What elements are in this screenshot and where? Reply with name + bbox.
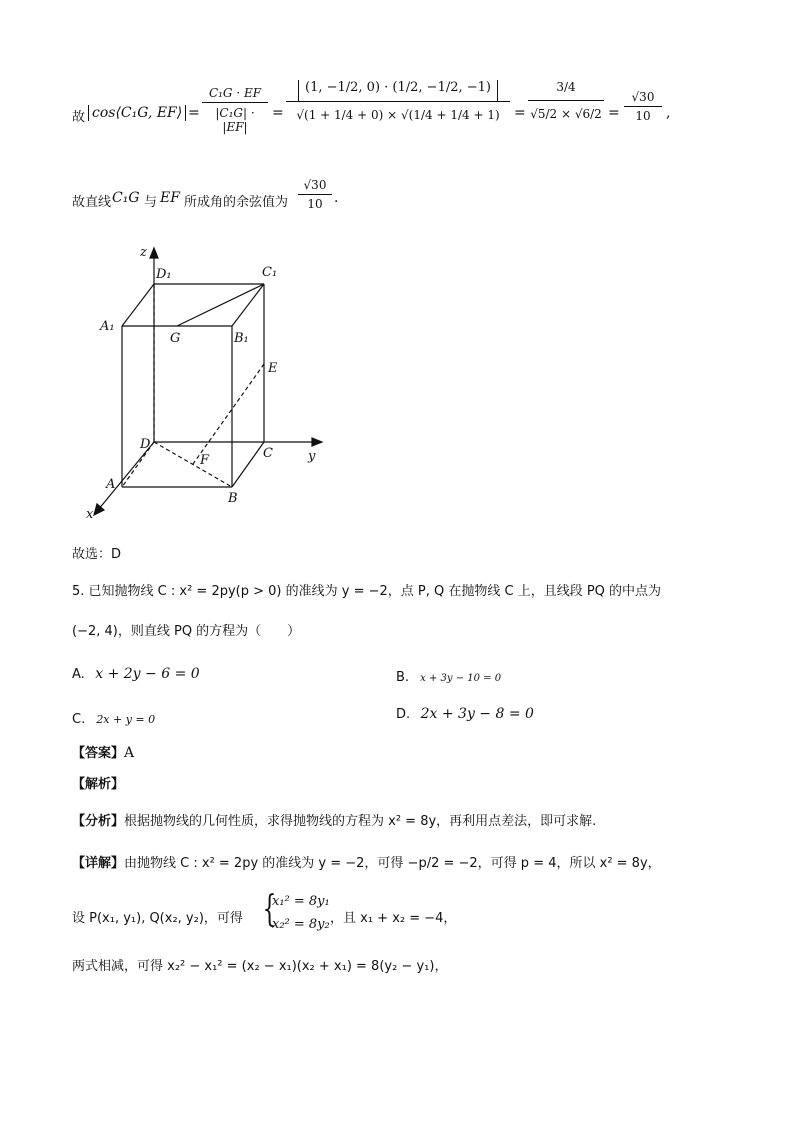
gu-char: 故 [72, 110, 86, 125]
analysis-tag: 【解析】 [72, 777, 125, 792]
conclusion-period: . [334, 190, 339, 206]
eq-sign-4: = [608, 105, 620, 121]
label-C1: C₁ [262, 265, 278, 280]
option-d-text: 2x + 3y − 8 = 0 [420, 706, 534, 722]
system-line [72, 890, 572, 940]
label-D1: D₁ [156, 267, 172, 282]
label-B: B [228, 491, 238, 506]
xiangjie-tag: 【详解】 [72, 856, 125, 871]
label-y: y [308, 449, 316, 464]
answer-tag: 【答案】 [72, 746, 125, 761]
conclusion-text-pre: 故直线 [72, 195, 112, 210]
cos-expression: cos⟨C₁G, EF⟩ [88, 105, 186, 121]
segment-ef [193, 364, 264, 464]
q5-stem-line1: 5. 已知抛物线 C : x² = 2py(p > 0) 的准线为 y = −2，点 P, Q 在抛物线 C 上，且线段 PQ 的中点为 [72, 584, 662, 599]
answer-value: A [124, 745, 135, 761]
x-axis-arrow [94, 504, 104, 515]
label-F: F [200, 453, 210, 468]
label-G: G [170, 331, 181, 346]
set-pre: 设 P(x₁, y₁), Q(x₂, y₂)，可得 [72, 911, 243, 926]
fenxi-line [72, 814, 596, 828]
option-c-text: 2x + y = 0 [96, 713, 156, 726]
q5-option-b[interactable] [396, 666, 501, 685]
label-C: C [263, 446, 273, 461]
fraction-simplified-numerator: 3/4 [556, 80, 576, 94]
fraction-simplified [528, 80, 604, 121]
q5-option-c[interactable] [72, 708, 155, 727]
conclusion-var2: EF [160, 190, 180, 206]
segment-c1g [177, 284, 264, 326]
label-A: A [106, 477, 116, 492]
set-post: ，且 x₁ + x₂ = −4， [330, 911, 457, 926]
system-eq-1: x₁² = 8y₁ [272, 894, 330, 909]
fraction-result-numerator: √30 [631, 90, 655, 104]
option-d-label: D. [396, 707, 411, 722]
fraction-coords-denominator: √(1 + 1/4 + 0) × √(1/4 + 1/4 + 1) [296, 108, 500, 122]
x-axis [98, 442, 154, 510]
option-b-text: x + 3y − 10 = 0 [420, 673, 502, 684]
fraction-vectors [202, 86, 268, 134]
option-a-label: A. [72, 667, 85, 682]
xiangjie-text: 由抛物线 C : x² = 2py 的准线为 y = −2，可得 −p/2 = −2，可得 p = 4，所以 x² = 8y， [124, 856, 661, 871]
q5-stem-line2: (−2, 4)，则直线 PQ 的方程为（ ） [72, 624, 301, 639]
fenxi-tag: 【分析】 [72, 814, 125, 829]
conclusion-line [72, 178, 392, 218]
eq-sign-3: = [514, 105, 526, 121]
conclusion-denominator: 10 [307, 197, 323, 211]
label-A1: A₁ [100, 319, 115, 334]
label-D: D [140, 437, 151, 452]
fraction-result [624, 90, 662, 123]
option-c-label: C. [72, 712, 86, 727]
conclusion-text-mid: 与 [144, 195, 158, 210]
fraction-coords-numerator: (1, −1/2, 0) · (1/2, −1/2, −1) [298, 80, 498, 101]
fraction-vectors-denominator: |C₁G| · |EF| [215, 106, 255, 134]
system-brace: { [262, 889, 277, 930]
cosine-formula-line [72, 76, 722, 156]
trailing-comma: , [666, 105, 671, 121]
answer-line [72, 746, 134, 760]
conclusion-numerator: √30 [303, 178, 327, 192]
fraction-vectors-numerator: C₁G · EF [208, 86, 262, 100]
system-eq-2: x₂² = 8y₂ [272, 917, 330, 932]
eq-sign-2: = [272, 105, 284, 121]
option-b-label: B. [396, 670, 410, 685]
fraction-coordinates [286, 80, 510, 122]
y-axis-arrow [312, 438, 322, 446]
answer-choice: 故选：D [72, 547, 122, 562]
label-x: x [86, 507, 94, 522]
fraction-result-denominator: 10 [635, 109, 651, 123]
label-E: E [268, 361, 278, 376]
subtract-line: 两式相减，可得 x₂² − x₁² = (x₂ − x₁)(x₂ + x₁) = 8(y₂ − y₁)， [72, 959, 448, 974]
conclusion-fraction [298, 178, 332, 211]
cuboid-figure [80, 242, 340, 532]
label-B1: B₁ [234, 331, 249, 346]
z-axis-arrow [150, 248, 158, 258]
xiangjie-line [72, 856, 661, 870]
conclusion-text-post: 所成角的余弦值为 [184, 195, 289, 210]
option-a-text: x + 2y − 6 = 0 [95, 666, 200, 682]
label-z: z [140, 245, 147, 260]
eq-sign-1: = [188, 105, 200, 121]
q5-option-a[interactable] [72, 666, 200, 682]
fenxi-text: 根据抛物线的几何性质，求得抛物线的方程为 x² = 8y，再利用点差法，即可求解. [124, 814, 597, 829]
fraction-simplified-denominator: √5/2 × √6/2 [530, 107, 602, 121]
q5-option-d[interactable] [396, 706, 534, 722]
conclusion-var1: C₁G [112, 190, 140, 206]
